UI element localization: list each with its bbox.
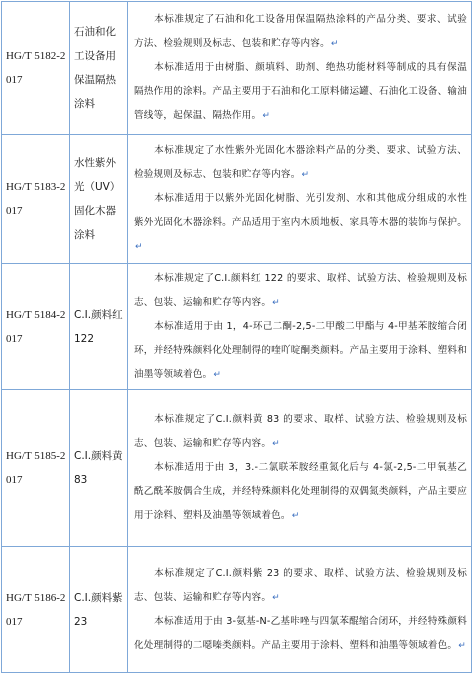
description-paragraph: 本标准规定了C.I.颜料红 122 的要求、取样、试验方法、检验规则及标志、包装、运输和贮存等内容。↵	[134, 272, 467, 308]
description-paragraph: 本标准规定了C.I.颜料紫 23 的要求、取样、试验方法、检验规则及标志、包装、运输和贮存等内容。↵	[134, 567, 467, 603]
standard-description	[128, 264, 472, 390]
paragraph-mark-icon: ↵	[213, 369, 222, 380]
description-paragraph: 本标准规定了C.I.颜料黄 83 的要求、取样、试验方法、检验规则及标志、包装、运输和贮存等内容。↵	[134, 414, 467, 449]
standard-description	[128, 135, 472, 264]
description-paragraph: 本标准适用于由 3-氨基-N-乙基咔唑与四氯苯醌缩合闭环，并经特殊颜料化处理制得的二噁嗪类颜料。产品主要用于涂料、塑料和油墨等领域着色。↵	[134, 615, 467, 651]
standard-code: HG/T 5183-2017	[2, 135, 70, 264]
description-paragraph: 本标准规定了石油和化工设备用保温隔热涂料的产品分类、要求、试验方法、检验规则及标志、包装和贮存等内容。↵	[134, 14, 467, 49]
description-paragraph: 本标准适用于以紫外光固化树脂、光引发剂、水和其他成分组成的水性紫外光固化木器涂料。产品适用于室内木质地板、家具等木器的装饰与保护。↵	[134, 193, 467, 252]
standard-code: HG/T 5184-2017	[2, 264, 70, 390]
paragraph-mark-icon: ↵	[272, 297, 280, 308]
paragraph-mark-icon: ↵	[301, 170, 310, 180]
paragraph-mark-icon: ↵	[262, 111, 271, 121]
paragraph-mark-icon: ↵	[458, 640, 466, 651]
standard-code: HG/T 5186-2017	[2, 547, 70, 673]
paragraph-mark-icon: ↵	[272, 592, 280, 603]
standard-description	[128, 2, 472, 135]
table-row	[2, 135, 472, 264]
table-row	[2, 2, 472, 135]
standard-name: 石油和化工设备用保温隔热涂料	[70, 2, 128, 135]
standard-name: 水性紫外光（UV）固化木器涂料	[70, 135, 128, 264]
description-paragraph: 本标准适用于由树脂、颜填料、助剂、绝热功能材料等制成的具有保温隔热作用的涂料。产品主要用于石油和化工原料储运罐、石油化工设备、输油管线等，起保温、隔热作用。↵	[134, 62, 467, 121]
table-row	[2, 547, 472, 673]
paragraph-mark-icon: ↵	[135, 242, 143, 252]
description-paragraph: 本标准规定了水性紫外光固化木器涂料产品的分类、要求、试验方法、检验规则及标志、包装和贮存等内容。↵	[134, 145, 467, 180]
description-paragraph: 本标准适用于由 1，4-环己二酮-2,5-二甲酸二甲酯与 4-甲基苯胺缩合闭环，并经特殊颜料化处理制得的喹吖啶酮类颜料。产品主要用于涂料、塑料和油墨等领域着色。↵	[134, 320, 467, 380]
description-paragraph: 本标准适用于由 3，3.-二氯联苯胺经重氮化后与 4-氯-2,5-二甲氧基乙酰乙酰苯胺偶合生成，并经特殊颜料化处理制得的双偶氮类颜料，产品主要应用于涂料、塑料及油墨等领域着色。↵	[134, 462, 467, 521]
standards-table	[1, 1, 472, 673]
standard-code: HG/T 5185-2017	[2, 390, 70, 547]
paragraph-mark-icon: ↵	[272, 439, 280, 449]
standard-name: C.I.颜料黄 83	[70, 390, 128, 547]
table-row	[2, 264, 472, 390]
standard-name: C.I.颜料紫 23	[70, 547, 128, 673]
paragraph-mark-icon: ↵	[330, 39, 339, 49]
standard-description	[128, 547, 472, 673]
paragraph-mark-icon: ↵	[291, 511, 300, 521]
table-row	[2, 390, 472, 547]
standard-code: HG/T 5182-2017	[2, 2, 70, 135]
standard-name: C.I.颜料红 122	[70, 264, 128, 390]
standard-description	[128, 390, 472, 547]
